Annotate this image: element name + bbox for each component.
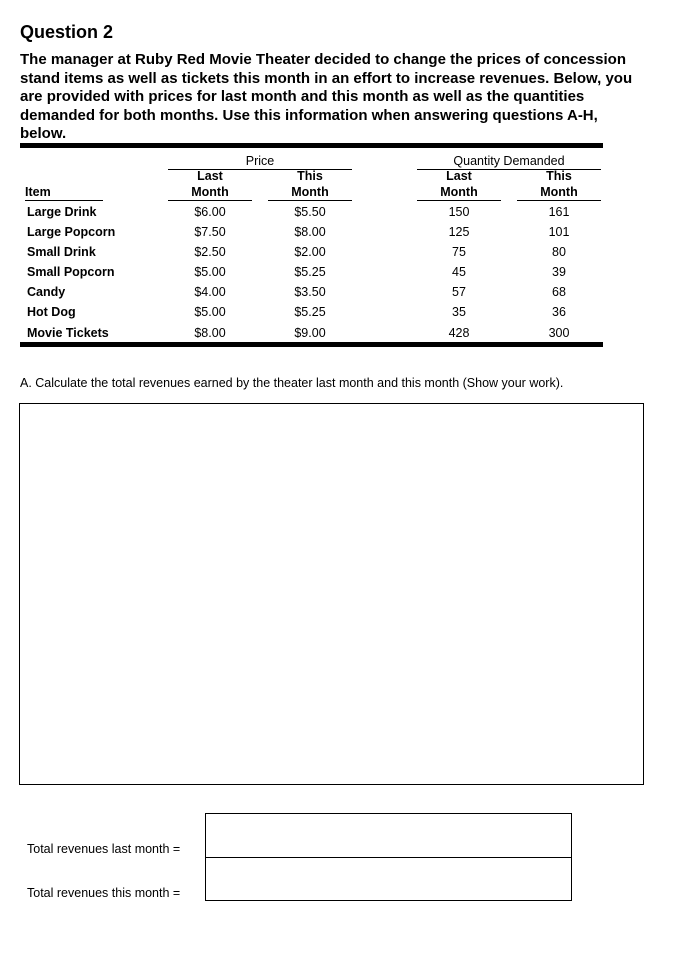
total-revenue-this-month-label: Total revenues this month = (27, 886, 181, 900)
header-line-2: Month (291, 184, 329, 199)
qty-last-cell: 125 (448, 225, 470, 240)
table-row (0, 324, 689, 344)
price-last-cell: $5.00 (194, 265, 226, 280)
qty-this-cell: 39 (552, 265, 566, 280)
price-this-cell: $5.25 (294, 265, 326, 280)
price-quantity-table (0, 203, 689, 344)
qty-last-cell: 75 (452, 245, 466, 260)
item-name: Small Popcorn (27, 265, 115, 280)
intro-paragraph: The manager at Ruby Red Movie Theater decided to change the prices of concession stand items as well as tickets this month in an effort to increase revenues. Below, you are provided with prices for last month and this month as well as the quantities demanded for both months. Use this information when answering questions A-H, below. (20, 51, 633, 142)
item-name: Large Popcorn (27, 225, 116, 240)
item-name: Large Drink (27, 205, 97, 219)
table-top-rule (20, 143, 603, 148)
question-title: Question 2 (20, 22, 114, 42)
total-revenue-last-month-label: Total revenues last month = (27, 842, 181, 856)
table-row (0, 283, 689, 303)
total-revenue-this-month-field[interactable] (205, 857, 572, 901)
header-line-1: Last (197, 169, 223, 183)
item-name: Movie Tickets (27, 325, 109, 340)
item-name: Candy (27, 285, 66, 300)
qty-this-cell: 161 (548, 205, 570, 219)
header-line-1: This (297, 169, 323, 183)
qty-last-cell: 57 (452, 285, 466, 300)
qty-this-cell: 36 (552, 305, 566, 320)
table-bottom-rule (20, 342, 603, 347)
qty-this-cell: 80 (552, 245, 566, 260)
qty-last-cell: 428 (448, 325, 470, 340)
price-last-cell: $7.50 (194, 225, 226, 240)
question-a-prompt: A. Calculate the total revenues earned by the theater last month and this month (Show your work). (20, 376, 564, 390)
qty-this-cell: 68 (552, 285, 566, 300)
price-this-cell: $8.00 (294, 225, 326, 240)
qty-this-cell: 300 (548, 325, 570, 340)
qty-this-cell: 101 (548, 225, 570, 240)
header-line-2: Month (191, 184, 229, 199)
price-last-cell: $2.50 (194, 245, 226, 260)
item-name: Hot Dog (27, 305, 76, 320)
price-this-cell: $5.50 (294, 205, 326, 219)
header-line-1: This (546, 169, 572, 183)
qty-last-cell: 35 (452, 305, 466, 320)
price-this-cell: $9.00 (294, 325, 326, 340)
item-name: Small Drink (27, 245, 96, 260)
item-column-header: Item (25, 185, 103, 201)
price-last-month-header (168, 169, 252, 201)
work-answer-box[interactable] (19, 403, 644, 785)
table-row (0, 303, 689, 323)
price-this-month-header (268, 169, 352, 201)
qty-this-month-header (517, 169, 601, 201)
price-last-cell: $5.00 (194, 305, 226, 320)
qty-last-cell: 45 (452, 265, 466, 280)
qty-last-cell: 150 (448, 205, 470, 219)
header-line-2: Month (440, 184, 478, 199)
quantity-group-header: Quantity Demanded (417, 154, 601, 170)
price-this-cell: $3.50 (294, 285, 326, 300)
header-line-1: Last (446, 169, 472, 183)
table-row (0, 203, 689, 223)
price-last-cell: $6.00 (194, 205, 226, 219)
total-revenue-last-month-field[interactable] (205, 813, 572, 858)
price-group-header: Price (168, 154, 352, 170)
table-row (0, 243, 689, 263)
table-row (0, 263, 689, 283)
header-line-2: Month (540, 184, 578, 199)
price-this-cell: $5.25 (294, 305, 326, 320)
price-last-cell: $8.00 (194, 325, 226, 340)
price-last-cell: $4.00 (194, 285, 226, 300)
table-row (0, 223, 689, 243)
price-this-cell: $2.00 (294, 245, 326, 260)
qty-last-month-header (417, 169, 501, 201)
